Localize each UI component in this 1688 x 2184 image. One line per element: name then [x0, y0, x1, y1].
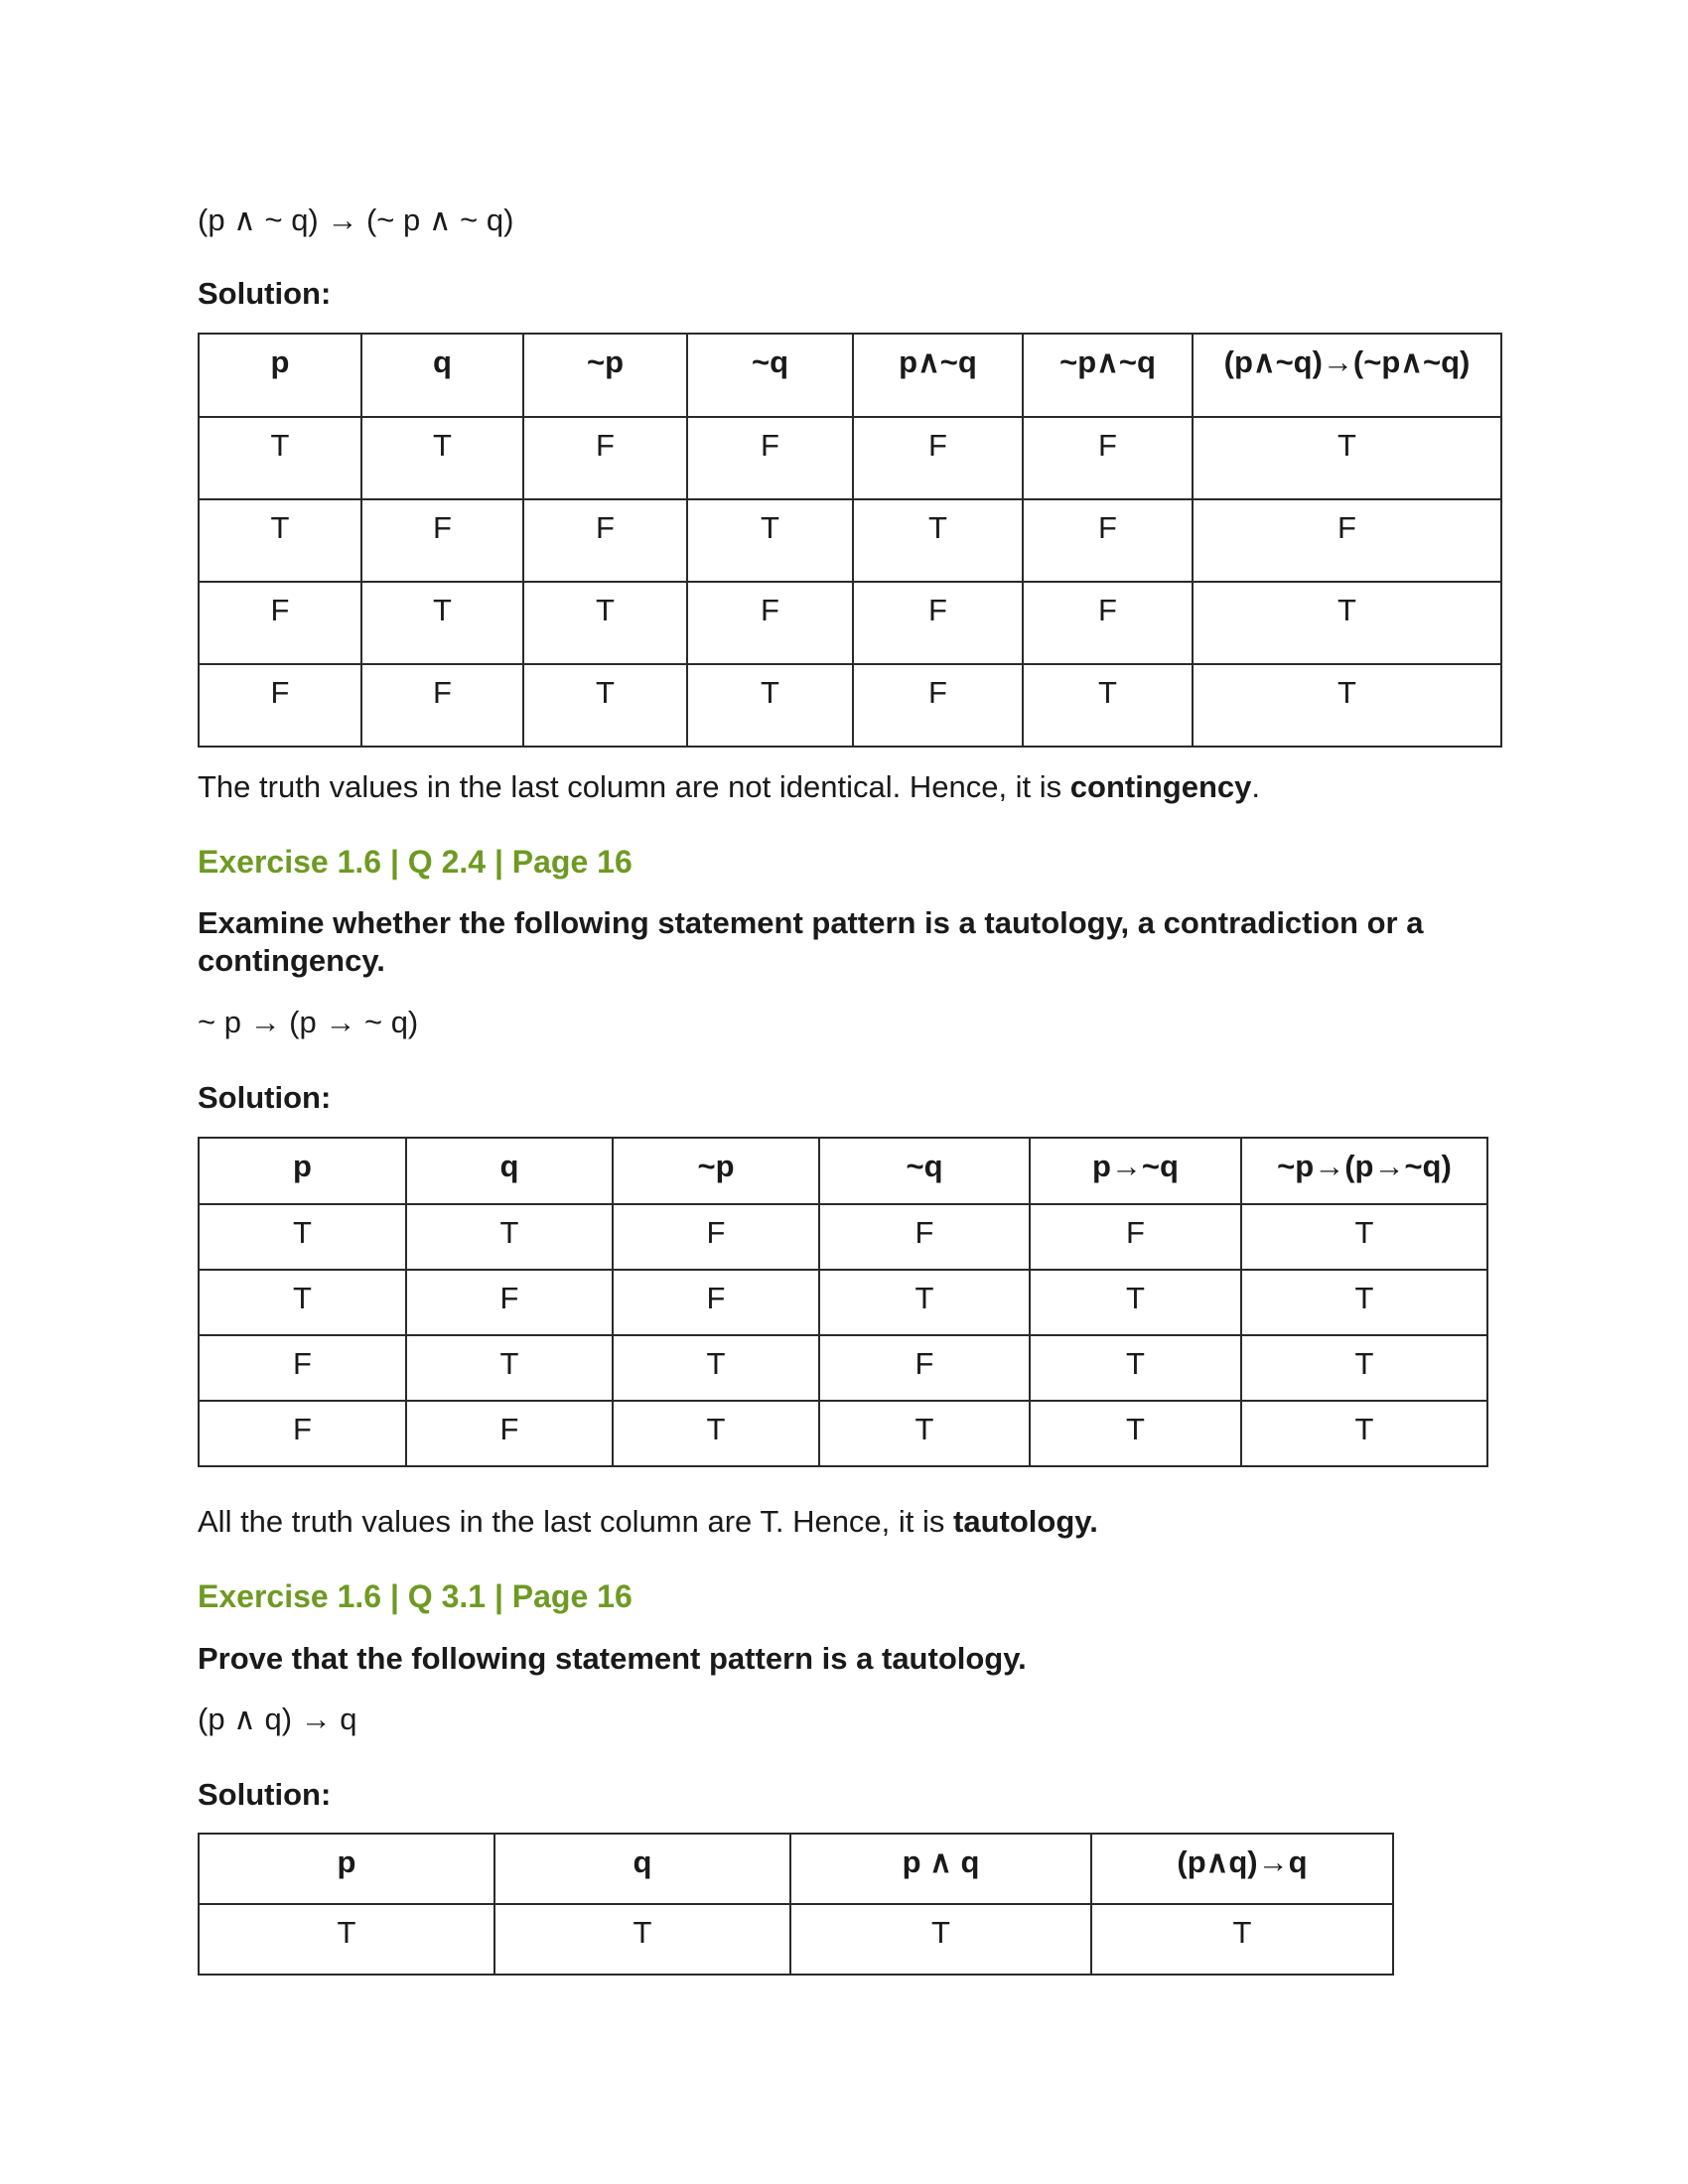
table2-header: ~p	[613, 1138, 819, 1204]
table2-cell: F	[613, 1270, 819, 1335]
table2-cell: T	[613, 1335, 819, 1401]
table2-header: p→~q	[1030, 1138, 1241, 1204]
solution-label: Solution:	[198, 1080, 332, 1115]
table2-cell: T	[819, 1270, 1030, 1335]
table2-cell: T	[1241, 1335, 1487, 1401]
table2-cell: T	[1241, 1204, 1487, 1270]
conclusion-2-text: All the truth values in the last column are T. Hence, it is	[198, 1504, 954, 1539]
conclusion-2	[198, 1504, 1098, 1540]
table1-cell: T	[1193, 417, 1501, 499]
table-row	[199, 1204, 1487, 1270]
table2-cell: T	[1241, 1401, 1487, 1466]
table-row	[199, 499, 1501, 582]
exercise-2-expression: ~ p → (p → ~ q)	[198, 1005, 419, 1039]
table2-cell: F	[819, 1335, 1030, 1401]
table1-cell: F	[523, 499, 687, 582]
table2-cell: F	[406, 1270, 613, 1335]
table1-header: (p∧~q)→(~p∧~q)	[1193, 334, 1501, 417]
table1-cell: T	[1023, 664, 1193, 747]
table2-header: ~p→(p→~q)	[1241, 1138, 1487, 1204]
table2-cell: F	[819, 1204, 1030, 1270]
exercise-2-heading: Exercise 1.6 | Q 2.4 | Page 16	[198, 844, 633, 880]
table1-cell: F	[1193, 499, 1501, 582]
table2-cell: T	[199, 1270, 406, 1335]
table2-cell: T	[613, 1401, 819, 1466]
table2-cell: T	[1241, 1270, 1487, 1335]
table3-header: p	[199, 1834, 494, 1904]
table1-cell: F	[1023, 499, 1193, 582]
table1-cell: T	[361, 417, 523, 499]
table1-cell: F	[199, 582, 361, 664]
table2-cell: F	[199, 1335, 406, 1401]
table-row	[199, 1904, 1393, 1975]
table1-cell: F	[199, 664, 361, 747]
table1-cell: F	[687, 582, 853, 664]
table1-cell: T	[199, 499, 361, 582]
table1-cell: T	[523, 664, 687, 747]
solution-label: Solution:	[198, 1777, 332, 1812]
table2-cell: F	[613, 1204, 819, 1270]
table2-cell: T	[1030, 1270, 1241, 1335]
table1-cell: F	[853, 664, 1023, 747]
exercise-3-heading: Exercise 1.6 | Q 3.1 | Page 16	[198, 1578, 633, 1614]
table2-cell: T	[406, 1335, 613, 1401]
table1-cell: T	[1193, 664, 1501, 747]
truth-table-3	[198, 1833, 1394, 1976]
table1-cell: F	[1023, 417, 1193, 499]
table3-cell: T	[1091, 1904, 1393, 1975]
table2-header: p	[199, 1138, 406, 1204]
solution-label: Solution:	[198, 276, 332, 311]
table2-cell: F	[1030, 1204, 1241, 1270]
table3-cell: T	[199, 1904, 494, 1975]
table1-cell: F	[853, 417, 1023, 499]
table1-cell: F	[361, 499, 523, 582]
exercise-2-question: Examine whether the following statement pattern is a tautology, a contradiction or a contingency.	[198, 905, 1424, 978]
conclusion-1	[198, 769, 1260, 805]
intro-expression: (p ∧ ~ q) → (~ p ∧ ~ q)	[198, 203, 514, 237]
table3-header: q	[494, 1834, 790, 1904]
table3-header: (p∧q)→q	[1091, 1834, 1393, 1904]
table2-cell: T	[1030, 1401, 1241, 1466]
table1-cell: F	[853, 582, 1023, 664]
table1-cell: T	[1193, 582, 1501, 664]
table2-cell: T	[819, 1401, 1030, 1466]
table3-cell: T	[494, 1904, 790, 1975]
table2-cell: F	[199, 1401, 406, 1466]
exercise-3-question: Prove that the following statement pattern is a tautology.	[198, 1641, 1027, 1676]
table2-cell: T	[199, 1204, 406, 1270]
table-row	[199, 664, 1501, 747]
conclusion-1-text: The truth values in the last column are not identical. Hence, it is	[198, 769, 1070, 804]
conclusion-2-emphasis: tautology.	[953, 1504, 1098, 1539]
truth-table-2	[198, 1137, 1488, 1467]
table1-cell: T	[361, 582, 523, 664]
table2-cell: T	[406, 1204, 613, 1270]
table1-header: ~p∧~q	[1023, 334, 1193, 417]
table1-cell: T	[199, 417, 361, 499]
conclusion-1-emphasis: contingency	[1069, 769, 1252, 804]
table-row	[199, 1270, 1487, 1335]
truth-table-1	[198, 333, 1502, 748]
table1-cell: T	[523, 582, 687, 664]
table-row	[199, 417, 1501, 499]
exercise-3-expression: (p ∧ q) → q	[198, 1702, 357, 1736]
table2-cell: F	[406, 1401, 613, 1466]
table1-cell: F	[361, 664, 523, 747]
table1-cell: F	[523, 417, 687, 499]
conclusion-1-end: .	[1251, 769, 1260, 804]
table2-cell: T	[1030, 1335, 1241, 1401]
table1-header: ~p	[523, 334, 687, 417]
table-row	[199, 582, 1501, 664]
table1-header: ~q	[687, 334, 853, 417]
table1-cell: T	[687, 664, 853, 747]
table1-cell: F	[687, 417, 853, 499]
table2-header: q	[406, 1138, 613, 1204]
table-row	[199, 1401, 1487, 1466]
table1-header: p	[199, 334, 361, 417]
table1-cell: T	[687, 499, 853, 582]
table-row	[199, 1335, 1487, 1401]
table1-header: q	[361, 334, 523, 417]
table2-header: ~q	[819, 1138, 1030, 1204]
table1-cell: T	[853, 499, 1023, 582]
table1-cell: F	[1023, 582, 1193, 664]
table1-header: p∧~q	[853, 334, 1023, 417]
table3-cell: T	[790, 1904, 1091, 1975]
table3-header: p ∧ q	[790, 1834, 1091, 1904]
